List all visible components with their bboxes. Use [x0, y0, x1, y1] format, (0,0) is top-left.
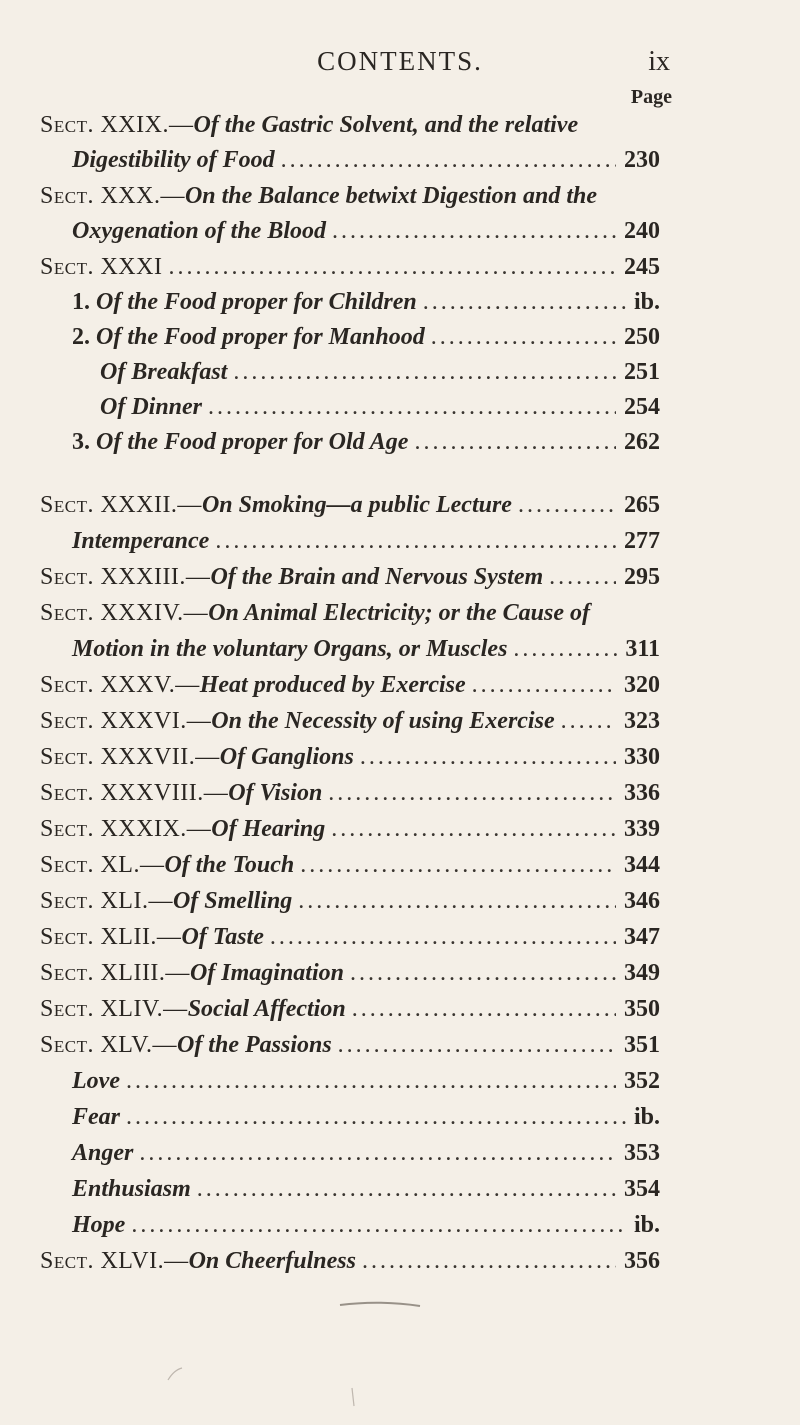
page-number: ix	[648, 46, 670, 77]
section-label: Sect. XLV.—	[40, 1032, 177, 1058]
entry-page: 354	[624, 1176, 660, 1202]
entry-title: Of Smelling	[172, 888, 293, 914]
entry-page: 240	[624, 218, 660, 244]
entry-page: 330	[624, 744, 660, 770]
entry-number: 1.	[72, 289, 90, 315]
section-label: Sect. XXXVIII.—	[40, 780, 229, 806]
entry-page: 295	[624, 564, 660, 590]
running-title: CONTENTS.	[317, 46, 483, 76]
entry-title: Of the Gastric Solvent, and the relative	[193, 112, 579, 138]
entry-title: Of Breakfast	[100, 359, 228, 385]
section-label: Sect. XXXIII.—	[40, 564, 211, 590]
section-label: Sect. XLIV.—	[40, 996, 188, 1022]
section-label: Sect. XLVI.—	[40, 1248, 189, 1274]
entry-page: 251	[624, 359, 660, 385]
entry-page: 254	[624, 394, 660, 420]
section-label: Sect. XLIII.—	[40, 960, 190, 986]
entry-page: 265	[624, 492, 660, 518]
entry-title: Heat produced by Exercise	[199, 672, 466, 698]
entry-page: 344	[624, 852, 660, 878]
section-label: Sect. XLI.—	[40, 888, 173, 914]
entry-page: 352	[624, 1068, 660, 1094]
section-label: Sect. XXIX.—	[40, 112, 194, 138]
entry-title: Social Affection	[187, 996, 346, 1022]
entry-title: Of the Brain and Nervous System	[210, 564, 544, 590]
entry-page: 339	[624, 816, 660, 842]
entry-page: 323	[624, 708, 660, 734]
entry-page: ib.	[633, 289, 660, 315]
entry-page: 311	[625, 636, 660, 662]
entry-title: Of Imagination	[189, 960, 344, 986]
entry-page: 245	[624, 254, 660, 280]
section-label: Sect. XXXI	[40, 254, 163, 280]
entry-page: ib.	[633, 1104, 660, 1130]
page-column-label: Page	[630, 86, 672, 108]
entry-page: 336	[624, 780, 660, 806]
entry-page: 349	[624, 960, 660, 986]
stray-mark	[168, 1368, 182, 1380]
entry-title: On the Necessity of using Exercise	[211, 708, 555, 734]
entry-title: Fear	[72, 1104, 120, 1130]
entry-number: 2.	[72, 324, 90, 350]
entry-title: Of the Passions	[176, 1032, 332, 1058]
section-label: Sect. XXXVI.—	[40, 708, 212, 734]
entry-title: Intemperance	[72, 528, 210, 554]
entry-page: 350	[624, 996, 660, 1022]
entry-page: 356	[624, 1248, 660, 1274]
section-label: Sect. XXX.—	[40, 183, 185, 209]
entry-title: Digestibility of Food	[72, 147, 275, 173]
entry-title: Motion in the voluntary Organs, or Muscles	[72, 636, 508, 662]
entry-title: Of Hearing	[211, 816, 326, 842]
entry-page: 347	[624, 924, 660, 950]
entry-title: Of Taste	[181, 924, 264, 950]
entry-page: 230	[624, 147, 660, 173]
section-label: Sect. XLII.—	[40, 924, 182, 950]
entry-title: On Animal Electricity; or the Cause of	[208, 600, 590, 626]
entry-title: On Smoking—a public Lecture	[201, 492, 512, 518]
entry-page: ib.	[633, 1212, 660, 1238]
entry-title: Of Vision	[228, 780, 323, 806]
entry-title: On Cheerfulness	[188, 1248, 356, 1274]
entry-title: Of the Touch	[164, 852, 295, 878]
entry-page: 277	[624, 528, 660, 554]
entry-title: Of the Food proper for Children	[96, 289, 417, 315]
entry-title: Enthusiasm	[72, 1176, 191, 1202]
entry-page: 320	[624, 672, 660, 698]
section-label: Sect. XXXIX.—	[40, 816, 212, 842]
entry-title: Love	[72, 1068, 120, 1094]
entry-page: 262	[624, 429, 660, 455]
entry-title: Of the Food proper for Old Age	[96, 429, 409, 455]
entry-title: Oxygenation of the Blood	[72, 218, 327, 244]
ornament-rule	[340, 1303, 420, 1306]
entry-page: 346	[624, 888, 660, 914]
entry-title: On the Balance betwixt Digestion and the	[184, 183, 597, 209]
stray-mark	[352, 1388, 354, 1406]
entry-page: 250	[624, 324, 660, 350]
section-label: Sect. XL.—	[40, 852, 165, 878]
section-label: Sect. XXXIV.—	[40, 600, 209, 626]
entry-title: Of Ganglions	[219, 744, 354, 770]
entry-title: Anger	[72, 1140, 134, 1166]
entry-title: Of Dinner	[100, 394, 203, 420]
entry-page: 353	[624, 1140, 660, 1166]
entry-page: 351	[624, 1032, 660, 1058]
entry-title: Hope	[72, 1212, 126, 1238]
section-label: Sect. XXXII.—	[40, 492, 202, 518]
section-label: Sect. XXXVII.—	[40, 744, 220, 770]
entry-number: 3.	[72, 429, 90, 455]
entry-title: Of the Food proper for Manhood	[96, 324, 425, 350]
section-label: Sect. XXXV.—	[40, 672, 200, 698]
